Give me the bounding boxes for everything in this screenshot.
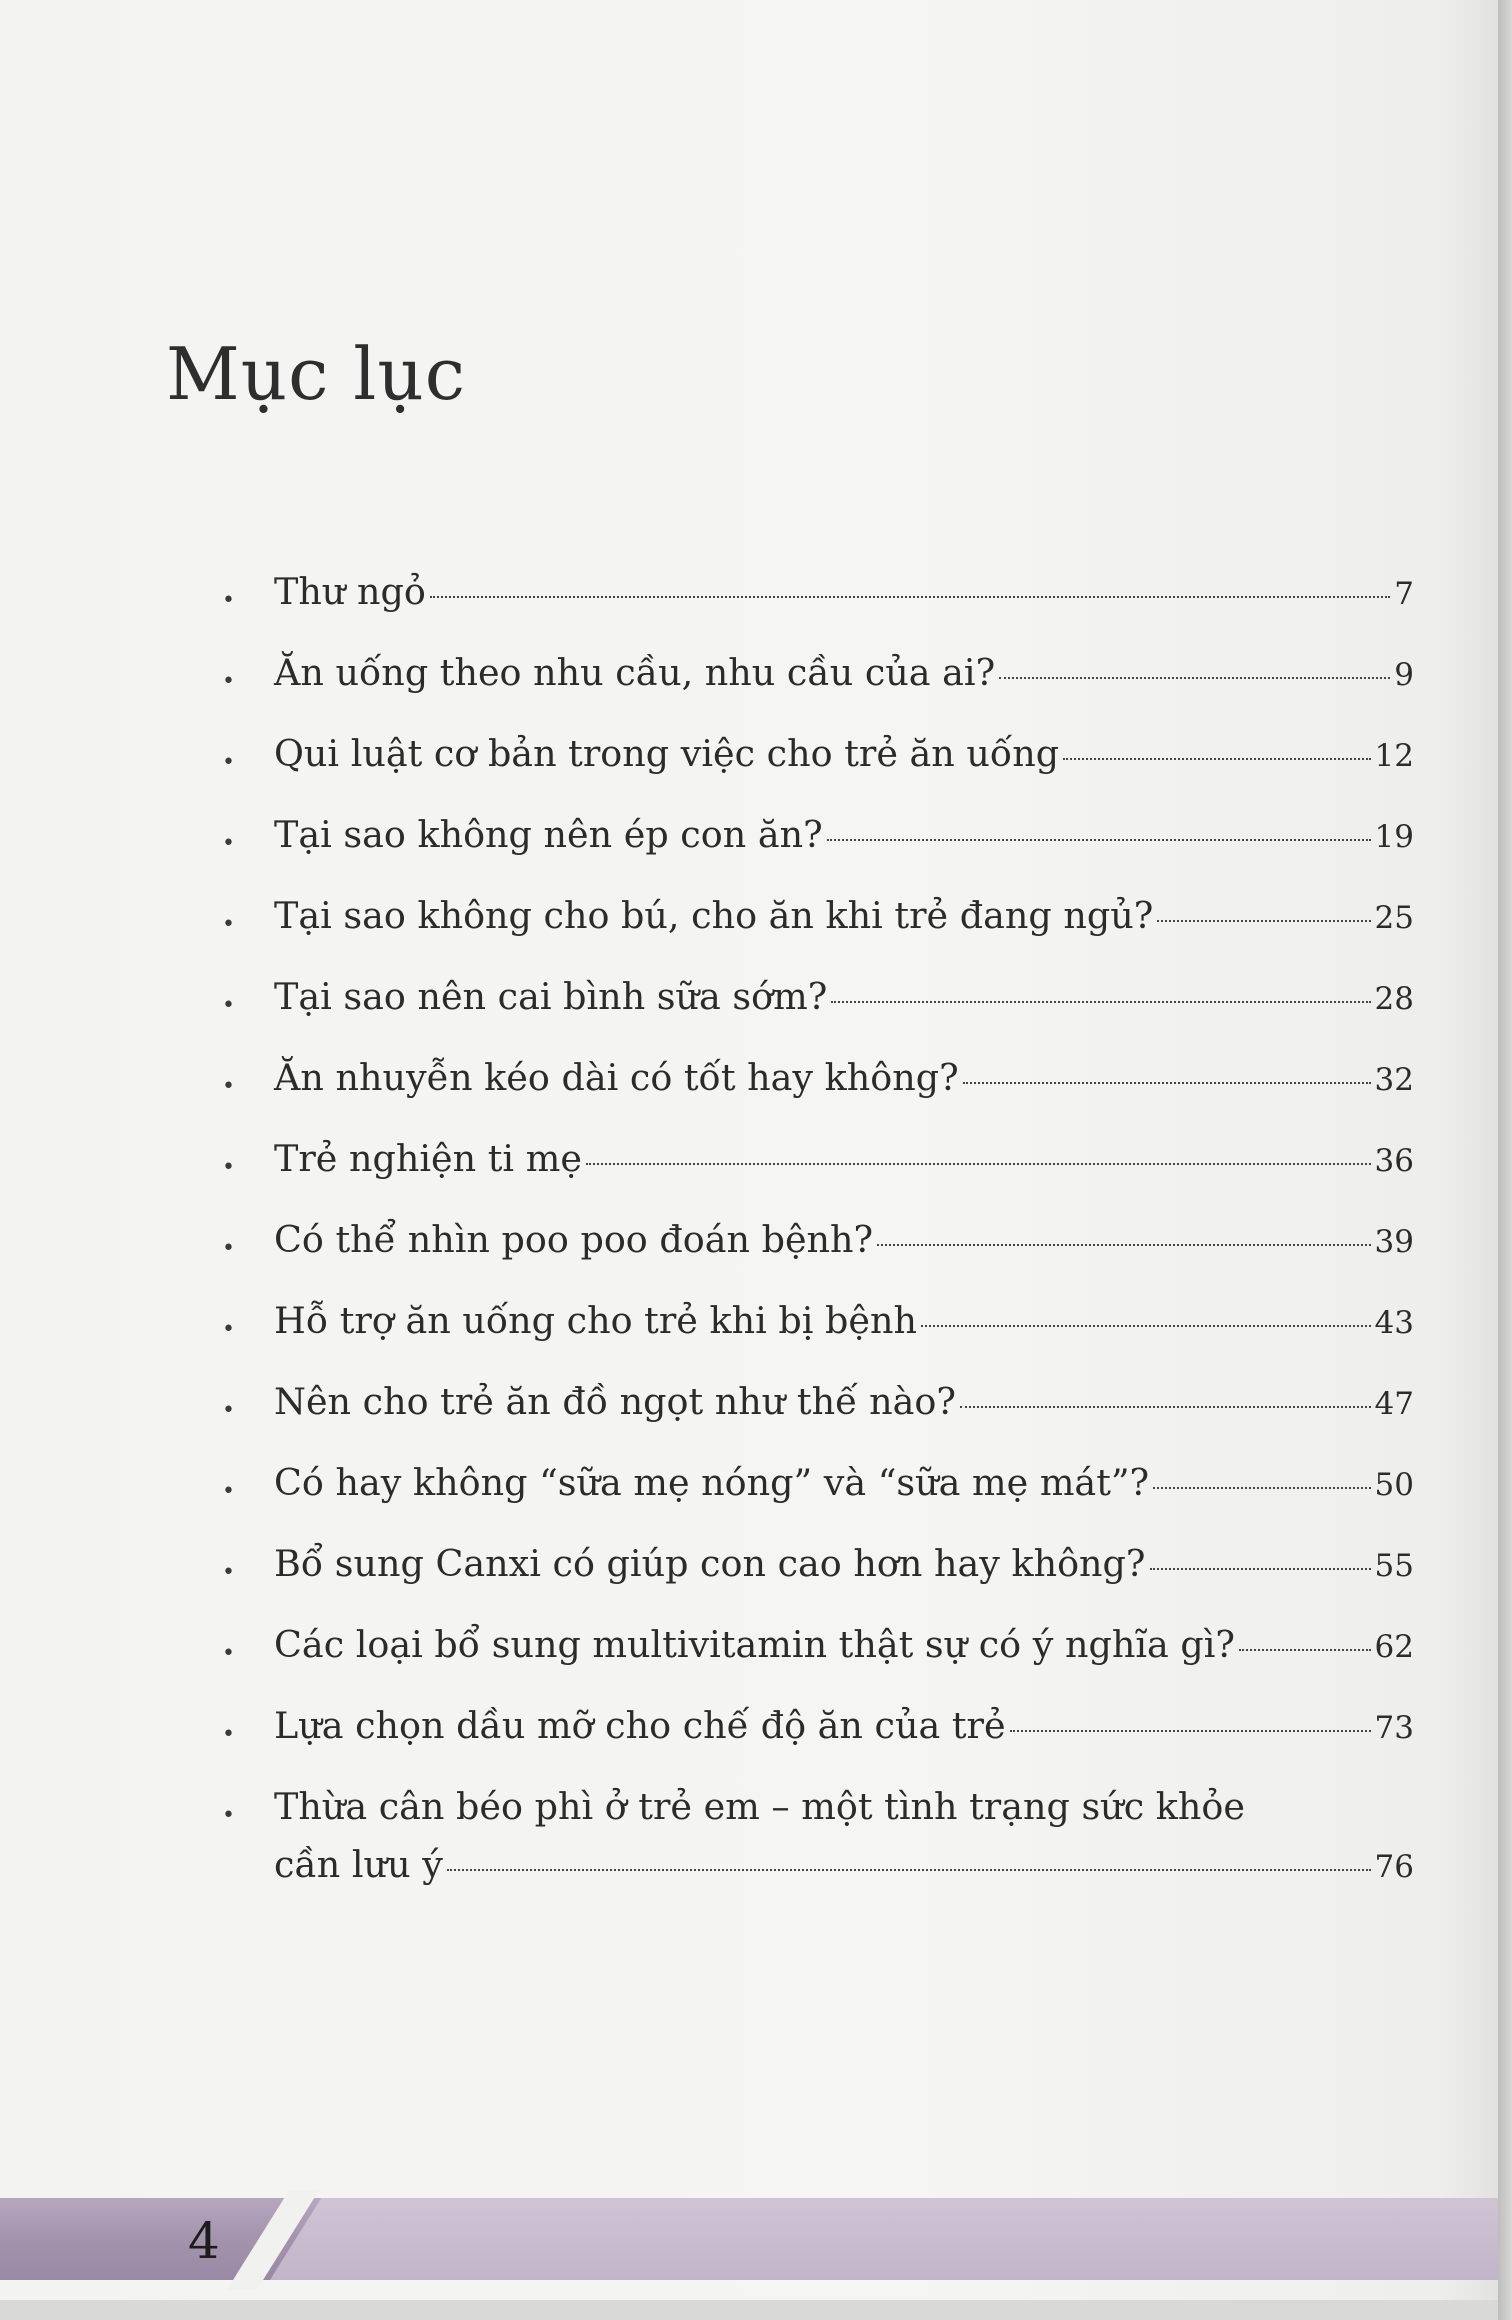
dot-leader: [1239, 1649, 1371, 1651]
dot-leader: [430, 596, 1390, 598]
footer-band: [0, 2198, 1498, 2280]
toc-entry: [214, 732, 1414, 813]
toc-entry-title: Nên cho trẻ ăn đồ ngọt như thế nào?: [274, 1380, 956, 1423]
page-edge-shadow: [1498, 0, 1512, 2320]
dot-leader: [960, 1406, 1371, 1408]
dot-leader: [827, 839, 1371, 841]
toc-entry-page: 50: [1374, 1467, 1414, 1503]
dot-leader: [1010, 1730, 1371, 1732]
dot-leader: [1063, 758, 1370, 760]
toc-entry-page: 47: [1374, 1386, 1414, 1422]
toc-entry: [214, 570, 1414, 651]
dot-leader: [1150, 1568, 1371, 1570]
toc-entry-page: 19: [1374, 819, 1414, 855]
toc-entry-title: Ăn nhuyễn kéo dài có tốt hay không?: [274, 1056, 959, 1099]
bullet-icon: •: [222, 1317, 235, 1342]
toc-entry: [214, 1704, 1414, 1785]
toc-entry: [214, 651, 1414, 732]
toc-entry-page: 55: [1374, 1548, 1414, 1584]
dot-leader: [963, 1082, 1371, 1084]
toc-entry: [214, 1623, 1414, 1704]
toc-entry-title: Hỗ trợ ăn uống cho trẻ khi bị bệnh: [274, 1299, 918, 1342]
toc-entry-title: Lựa chọn dầu mỡ cho chế độ ăn của trẻ: [274, 1704, 1006, 1747]
toc-entry: [214, 813, 1414, 894]
toc-entry-title-line2: cần lưu ý: [274, 1843, 443, 1886]
toc-entry-title: Tại sao không nên ép con ăn?: [274, 813, 823, 856]
toc-entry-title: Tại sao nên cai bình sữa sớm?: [274, 975, 828, 1018]
toc-entry-multiline: [214, 1785, 1414, 1886]
bullet-icon: •: [222, 1641, 235, 1666]
toc-entry-page: 76: [1374, 1849, 1414, 1885]
toc-entry-page: 25: [1374, 900, 1414, 936]
bullet-icon: •: [222, 1074, 235, 1099]
dot-leader: [999, 677, 1390, 679]
bullet-icon: •: [222, 1155, 235, 1180]
dot-leader: [877, 1244, 1370, 1246]
toc-entry-page: 62: [1374, 1629, 1414, 1665]
bullet-icon: •: [222, 1479, 235, 1504]
dot-leader: [921, 1325, 1371, 1327]
toc-entry-page: 73: [1374, 1710, 1414, 1746]
toc-entry-title: Ăn uống theo nhu cầu, nhu cầu của ai?: [274, 651, 996, 694]
toc-entry: [214, 1218, 1414, 1299]
footer-band-highlight: [270, 2198, 1498, 2280]
toc-entry: [214, 894, 1414, 975]
toc-entry-line2: [274, 1843, 1414, 1886]
bullet-icon: •: [222, 1722, 235, 1747]
toc-entry: [214, 1137, 1414, 1218]
dot-leader: [586, 1163, 1371, 1165]
bullet-icon: •: [222, 1803, 235, 1828]
toc-entry-title: Trẻ nghiện ti mẹ: [274, 1137, 582, 1180]
toc-entry: [214, 1056, 1414, 1137]
toc-entry-title: Có hay không “sữa mẹ nóng” và “sữa mẹ mát”?: [274, 1461, 1150, 1504]
toc-entry-page: 7: [1394, 576, 1414, 612]
toc-entry-title: Các loại bổ sung multivitamin thật sự có ý nghĩa gì?: [274, 1623, 1235, 1666]
toc-entry: [214, 1542, 1414, 1623]
bullet-icon: •: [222, 993, 235, 1018]
bullet-icon: •: [222, 588, 235, 613]
page-number: 4: [188, 2212, 220, 2270]
toc-entry-page: 39: [1374, 1224, 1414, 1260]
toc-entry: [214, 975, 1414, 1056]
bullet-icon: •: [222, 1560, 235, 1585]
toc-entry-page: 32: [1374, 1062, 1414, 1098]
toc-entry-title-line1: Thừa cân béo phì ở trẻ em – một tình trạng sức khỏe: [274, 1785, 1245, 1828]
toc-entry-page: 36: [1374, 1143, 1414, 1179]
toc-entry-page: 9: [1394, 657, 1414, 693]
dot-leader: [831, 1001, 1370, 1003]
toc-entry-title: Thư ngỏ: [274, 570, 426, 613]
bullet-icon: •: [222, 750, 235, 775]
toc-entry: [214, 1461, 1414, 1542]
table-of-contents: [214, 570, 1414, 1886]
toc-entry-title: Qui luật cơ bản trong việc cho trẻ ăn uống: [274, 732, 1060, 775]
toc-entry-page: 28: [1374, 981, 1414, 1017]
toc-entry-title: Bổ sung Canxi có giúp con cao hơn hay không?: [274, 1542, 1146, 1585]
bullet-icon: •: [222, 912, 235, 937]
bullet-icon: •: [222, 1398, 235, 1423]
toc-entry: [214, 1299, 1414, 1380]
page-title: Mục lục: [166, 332, 467, 416]
toc-entry-title: Tại sao không cho bú, cho ăn khi trẻ đang ngủ?: [274, 894, 1154, 937]
toc-entry-page: 12: [1374, 738, 1414, 774]
bullet-icon: •: [222, 669, 235, 694]
dot-leader: [1153, 1487, 1370, 1489]
bullet-icon: •: [222, 831, 235, 856]
dot-leader: [447, 1869, 1371, 1871]
toc-entry-title: Có thể nhìn poo poo đoán bệnh?: [274, 1218, 874, 1261]
toc-entry-page: 43: [1374, 1305, 1414, 1341]
bullet-icon: •: [222, 1236, 235, 1261]
dot-leader: [1157, 920, 1370, 922]
toc-entry: [214, 1380, 1414, 1461]
